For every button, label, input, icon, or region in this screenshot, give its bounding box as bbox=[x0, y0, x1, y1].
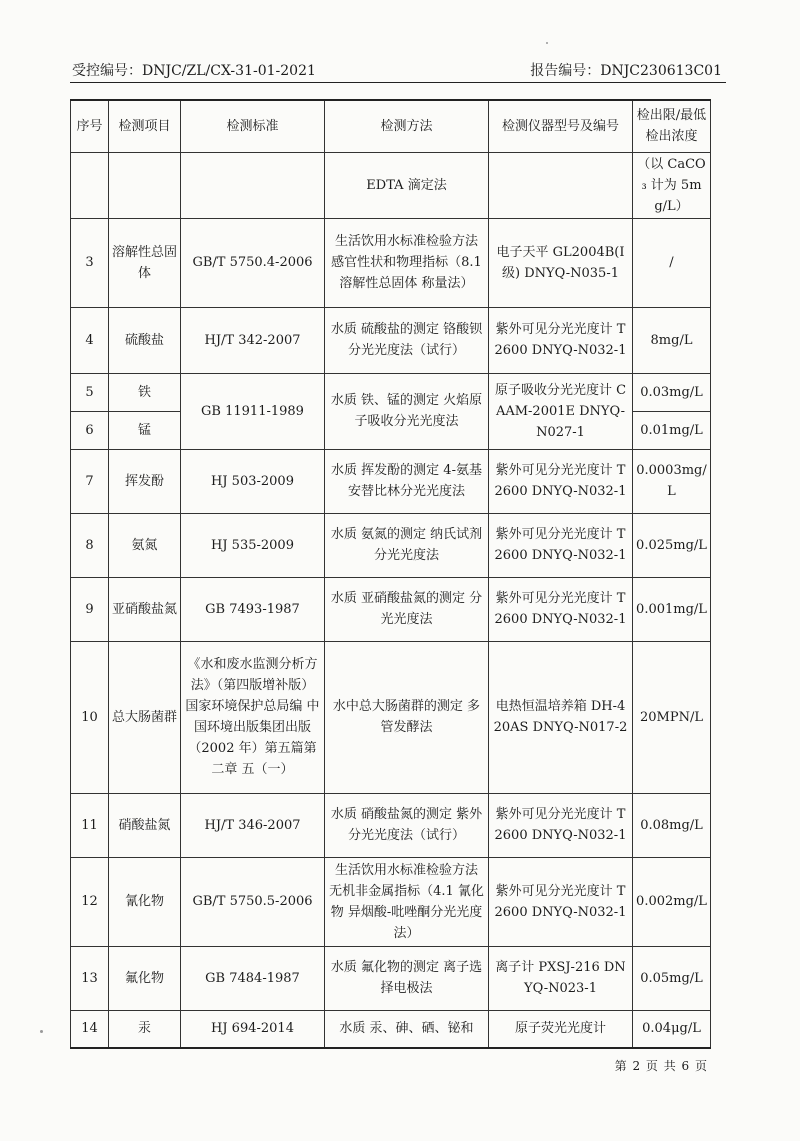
row-no: 9 bbox=[71, 577, 109, 641]
row-limit: 8mg/L bbox=[633, 307, 711, 373]
table-row bbox=[71, 1010, 711, 1048]
row-limit: 20MPN/L bbox=[633, 641, 711, 793]
row-item: 总大肠菌群 bbox=[109, 641, 181, 793]
row-standard: GB/T 5750.5-2006 bbox=[181, 857, 325, 946]
row-instrument: 原子荧光光度计 bbox=[489, 1010, 633, 1048]
row-item: 硫酸盐 bbox=[109, 307, 181, 373]
row-instrument: 紫外可见分光光度计 T2600 DNYQ-N032-1 bbox=[489, 793, 633, 857]
row-item: 氰化物 bbox=[109, 857, 181, 946]
col-header-standard: 检测标准 bbox=[181, 100, 325, 152]
col-header-method: 检测方法 bbox=[325, 100, 489, 152]
row-no: 11 bbox=[71, 793, 109, 857]
row-no: 12 bbox=[71, 857, 109, 946]
test-methods-table bbox=[70, 99, 711, 1049]
row-no: 3 bbox=[71, 218, 109, 307]
row-item: 汞 bbox=[109, 1010, 181, 1048]
row-no: 14 bbox=[71, 1010, 109, 1048]
row-method: 生活饮用水标准检验方法 感官性状和物理指标（8.1 溶解性总固体 称量法） bbox=[325, 218, 489, 307]
scan-speck bbox=[546, 42, 548, 44]
table-row bbox=[71, 857, 711, 946]
row-instrument: 紫外可见分光光度计 T2600 DNYQ-N032-1 bbox=[489, 307, 633, 373]
row-instrument: 原子吸收分光光度计 CAAM-2001E DNYQ-N027-1 bbox=[489, 373, 633, 449]
row-method: 水质 挥发酚的测定 4-氨基安替比林分光光度法 bbox=[325, 449, 489, 513]
row-method: 水质 汞、砷、硒、铋和 bbox=[325, 1010, 489, 1048]
table-row bbox=[71, 218, 711, 307]
table-header-row bbox=[71, 100, 711, 152]
table-row bbox=[71, 152, 711, 218]
col-header-limit: 检出限/最低检出浓度 bbox=[633, 100, 711, 152]
row-no: 13 bbox=[71, 946, 109, 1010]
row-standard: HJ/T 346-2007 bbox=[181, 793, 325, 857]
report-number: 报告编号：DNJC230613C01 bbox=[530, 63, 722, 79]
row-item: 氟化物 bbox=[109, 946, 181, 1010]
row-method: 水质 硝酸盐氮的测定 紫外分光光度法（试行） bbox=[325, 793, 489, 857]
row-instrument: 电子天平 GL2004B(Ⅰ级) DNYQ-N035-1 bbox=[489, 218, 633, 307]
control-number: 受控编号：DNJC/ZL/CX-31-01-2021 bbox=[72, 63, 316, 79]
row-limit: 0.08mg/L bbox=[633, 793, 711, 857]
row-limit: 0.01mg/L bbox=[633, 411, 711, 449]
row-item: 氨氮 bbox=[109, 513, 181, 577]
row-method: 水质 铁、锰的测定 火焰原子吸收分光光度法 bbox=[325, 373, 489, 449]
table-row bbox=[71, 577, 711, 641]
row-standard: HJ/T 342-2007 bbox=[181, 307, 325, 373]
row-standard: 《水和废水监测分析方法》（第四版增补版） 国家环境保护总局编 中国环境出版集团出版（2002 年）第五篇第二章 五（一） bbox=[181, 641, 325, 793]
row-item: 铁 bbox=[109, 373, 181, 411]
row-instrument: 电热恒温培养箱 DH-420AS DNYQ-N017-2 bbox=[489, 641, 633, 793]
row-limit: 0.0003mg/L bbox=[633, 449, 711, 513]
row-no: 5 bbox=[71, 373, 109, 411]
row-standard: GB 7493-1987 bbox=[181, 577, 325, 641]
row-instrument: 紫外可见分光光度计 T2600 DNYQ-N032-1 bbox=[489, 577, 633, 641]
scan-speck bbox=[40, 1030, 43, 1033]
row-instrument: 紫外可见分光光度计 T2600 DNYQ-N032-1 bbox=[489, 513, 633, 577]
col-header-instrument: 检测仪器型号及编号 bbox=[489, 100, 633, 152]
row-limit: 0.001mg/L bbox=[633, 577, 711, 641]
table-row bbox=[71, 307, 711, 373]
row-method: 水中总大肠菌群的测定 多管发酵法 bbox=[325, 641, 489, 793]
row-limit: 0.05mg/L bbox=[633, 946, 711, 1010]
col-header-no: 序号 bbox=[71, 100, 109, 152]
row-instrument: 离子计 PXSJ-216 DNYQ-N023-1 bbox=[489, 946, 633, 1010]
row-item: 亚硝酸盐氮 bbox=[109, 577, 181, 641]
row-method: 水质 氨氮的测定 纳氏试剂分光光度法 bbox=[325, 513, 489, 577]
cont-limit: （以 CaCO₃ 计为 5mg/L） bbox=[633, 152, 711, 218]
row-limit: 0.03mg/L bbox=[633, 373, 711, 411]
row-instrument: 紫外可见分光光度计 T2600 DNYQ-N032-1 bbox=[489, 449, 633, 513]
row-no: 6 bbox=[71, 411, 109, 449]
row-method: 水质 亚硝酸盐氮的测定 分光光度法 bbox=[325, 577, 489, 641]
table-row bbox=[71, 513, 711, 577]
row-no: 4 bbox=[71, 307, 109, 373]
cont-method: EDTA 滴定法 bbox=[325, 152, 489, 218]
row-standard: HJ 503-2009 bbox=[181, 449, 325, 513]
table-row bbox=[71, 793, 711, 857]
row-instrument: 紫外可见分光光度计 T2600 DNYQ-N032-1 bbox=[489, 857, 633, 946]
row-no: 10 bbox=[71, 641, 109, 793]
row-item: 硝酸盐氮 bbox=[109, 793, 181, 857]
row-item: 锰 bbox=[109, 411, 181, 449]
row-limit: / bbox=[633, 218, 711, 307]
row-standard: GB 7484-1987 bbox=[181, 946, 325, 1010]
table-row bbox=[71, 373, 711, 411]
row-limit: 0.002mg/L bbox=[633, 857, 711, 946]
table-row bbox=[71, 946, 711, 1010]
page-number: 第 2 页 共 6 页 bbox=[614, 1059, 708, 1073]
row-no: 8 bbox=[71, 513, 109, 577]
header-rule bbox=[70, 82, 726, 83]
table-row bbox=[71, 449, 711, 513]
row-method: 水质 氟化物的测定 离子选择电极法 bbox=[325, 946, 489, 1010]
row-method: 水质 硫酸盐的测定 铬酸钡分光光度法（试行） bbox=[325, 307, 489, 373]
row-standard: HJ 694-2014 bbox=[181, 1010, 325, 1048]
row-limit: 0.04μg/L bbox=[633, 1010, 711, 1048]
col-header-item: 检测项目 bbox=[109, 100, 181, 152]
row-limit: 0.025mg/L bbox=[633, 513, 711, 577]
row-standard: HJ 535-2009 bbox=[181, 513, 325, 577]
row-item: 溶解性总固体 bbox=[109, 218, 181, 307]
table-row bbox=[71, 641, 711, 793]
row-standard: GB/T 5750.4-2006 bbox=[181, 218, 325, 307]
row-standard: GB 11911-1989 bbox=[181, 373, 325, 449]
row-no: 7 bbox=[71, 449, 109, 513]
row-item: 挥发酚 bbox=[109, 449, 181, 513]
row-method: 生活饮用水标准检验方法 无机非金属指标（4.1 氰化物 异烟酸-吡唑酮分光光度法） bbox=[325, 857, 489, 946]
